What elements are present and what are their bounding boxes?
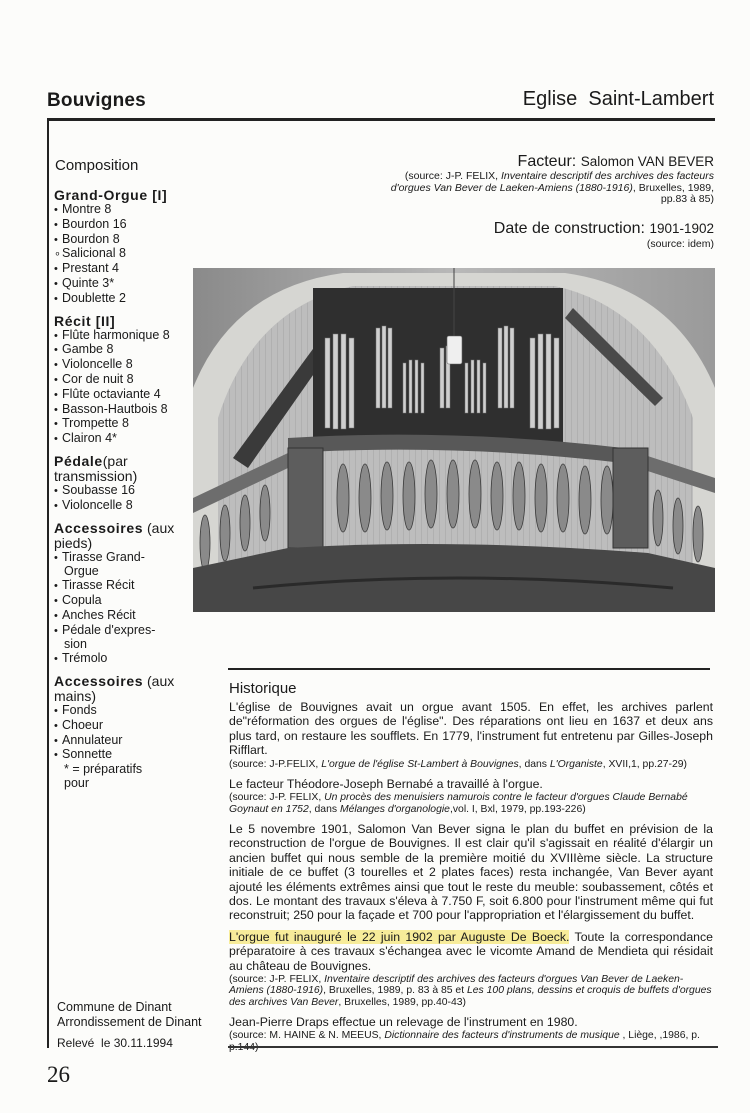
group-name: Grand-Orgue [I] bbox=[54, 187, 168, 203]
bullet-icon: • bbox=[54, 233, 58, 246]
paragraph-text: Jean-Pierre Draps effectue un relevage de l'instrument en 1980. bbox=[229, 1014, 578, 1029]
organ-stop bbox=[54, 484, 204, 499]
organ-stop bbox=[54, 652, 204, 667]
bullet-icon: • bbox=[54, 499, 58, 512]
organ-stop bbox=[54, 343, 204, 358]
bullet-icon: • bbox=[54, 734, 58, 747]
organ-stop bbox=[54, 579, 204, 594]
stop-name: Orgue bbox=[64, 564, 99, 579]
facteur-value: Salomon VAN BEVER bbox=[580, 154, 714, 169]
paragraph-text: Toute la correspondance préparatoire à ces travaux s'échangea avec le vicomte Amand de Mendieta qui résidait au château de Bouvignes. bbox=[229, 929, 713, 973]
organ-loft-photo bbox=[193, 268, 715, 612]
source-part: L'orgue de l'église St-Lambert à Bouvignes bbox=[321, 758, 519, 770]
stop-name: Pédale d'expres- bbox=[62, 622, 156, 637]
bullet-icon: • bbox=[54, 433, 58, 446]
bullet-icon: • bbox=[54, 204, 58, 216]
source-part: Un procès des menuisiers namurois contre le facteur d'orgues Claude Bernabé Goynaut en 1752 bbox=[229, 792, 688, 815]
organ-stop bbox=[54, 373, 204, 388]
bullet-icon: • bbox=[54, 719, 58, 732]
source-citation bbox=[229, 974, 713, 1008]
carved-pillar-right bbox=[613, 448, 648, 548]
source-part: ,vol. I, Bxl, 1979, pp.193-226) bbox=[449, 803, 586, 815]
stop-name: Trompette 8 bbox=[62, 416, 129, 431]
bullet-icon: • bbox=[54, 551, 58, 564]
locality-title: Bouvignes bbox=[47, 90, 146, 111]
bullet-icon: • bbox=[54, 388, 58, 401]
bullet-icon: • bbox=[54, 359, 58, 372]
historique-paragraph bbox=[229, 1015, 713, 1029]
hanging-lamp bbox=[447, 336, 462, 364]
historique-paragraph bbox=[229, 777, 713, 791]
bullet-icon: • bbox=[54, 263, 58, 276]
bullet-icon: • bbox=[54, 704, 58, 717]
bullet-icon: • bbox=[54, 277, 58, 290]
commune-text: Commune de Dinant bbox=[57, 1000, 172, 1014]
source-citation bbox=[229, 792, 713, 815]
facteur-line bbox=[518, 153, 714, 171]
organ-stop bbox=[54, 565, 204, 579]
organ-stop bbox=[54, 432, 204, 447]
stop-name: Doublette 2 bbox=[62, 290, 126, 305]
bullet-icon: • bbox=[54, 653, 58, 666]
stop-group bbox=[54, 188, 204, 307]
stop-group-title bbox=[54, 521, 204, 551]
page-number: 26 bbox=[47, 1062, 70, 1087]
source-part: , dans bbox=[518, 758, 550, 770]
construction-label: Date de construction: bbox=[493, 220, 645, 237]
organ-stop bbox=[54, 638, 204, 652]
organ-stop bbox=[54, 358, 204, 373]
stop-name: Fonds bbox=[62, 702, 97, 717]
bullet-icon: • bbox=[54, 218, 58, 231]
arrondissement-text: Arrondissement de Dinant bbox=[57, 1014, 202, 1029]
organ-stop bbox=[54, 403, 204, 418]
organ-stop bbox=[54, 748, 204, 763]
stop-name: Copula bbox=[62, 592, 102, 607]
source-part: , Bruxelles, 1989, pp.83 à 85) bbox=[632, 181, 714, 205]
bullet-icon: • bbox=[54, 373, 58, 386]
source-part: (source: J-P. FELIX, bbox=[229, 973, 325, 985]
group-name: Récit [II] bbox=[54, 312, 116, 329]
stop-group-title bbox=[54, 314, 204, 329]
organ-stop bbox=[54, 218, 204, 233]
historique-entry bbox=[229, 930, 713, 1008]
group-name: Pédale bbox=[54, 452, 103, 469]
organ-stop bbox=[54, 247, 204, 262]
source-part: , Bruxelles, 1989, pp.40-43) bbox=[338, 996, 467, 1008]
stop-name: Bourdon 8 bbox=[62, 231, 120, 246]
stop-name: Gambe 8 bbox=[62, 342, 114, 357]
historique-entry bbox=[229, 777, 713, 815]
stop-name: Violoncelle 8 bbox=[62, 357, 133, 372]
stop-name: Choeur bbox=[62, 717, 103, 732]
historique-bottom-rule bbox=[228, 1046, 718, 1048]
historique-entry bbox=[229, 822, 713, 923]
organ-stop bbox=[54, 594, 204, 609]
historique-entry bbox=[229, 700, 713, 770]
historique-paragraph bbox=[229, 822, 713, 923]
bullet-icon: • bbox=[54, 484, 58, 497]
stop-name: sion bbox=[64, 637, 87, 652]
bullet-icon: • bbox=[54, 609, 58, 622]
organ-stop bbox=[54, 388, 204, 403]
organ-stop bbox=[54, 329, 204, 344]
source-part: (source: J-P. FELIX, bbox=[404, 170, 501, 182]
construction-value: 1901-1902 bbox=[649, 221, 714, 236]
source-citation bbox=[229, 1030, 713, 1053]
historique-paragraph bbox=[229, 930, 713, 973]
source-part: Mélanges d'organologie bbox=[339, 803, 450, 815]
construction-line bbox=[494, 220, 714, 238]
source-part: (source: M. HAINE & N. MEEUS, bbox=[229, 1030, 385, 1042]
paragraph-text: Le 5 novembre 1901, Salomon Van Bever signa le plan du buffet en prévision de la reconstruction de l'orgue de Bouvignes. Il est clair qu'il s'agissait en réalité d'élargir un ancien buffet qui nous semble de la première moitié du XVIIIème siècle. La structure initiale de ce buffet (3 tourelles et 2 plates faces) resta inchangée, Van Bever ayant ajouté les éléments extrêmes ainsi que tout le reste du meuble: soubassement, côtés et dos. Le montant des travaux s'éleva à 7.750 F, soit 6.800 pour l'instrument même qui fut reconstruit; 250 pour la façade et 700 pour l'appropriation et l'élargissement du buffet. bbox=[229, 821, 713, 923]
stop-name: Bourdon 16 bbox=[62, 216, 127, 231]
organ-stop bbox=[54, 233, 204, 248]
organ-stop bbox=[54, 417, 204, 432]
bullet-icon: • bbox=[54, 749, 58, 762]
stop-name: Cor de nuit 8 bbox=[62, 371, 134, 386]
group-name: Accessoires bbox=[54, 672, 144, 689]
organ-stop bbox=[54, 551, 204, 566]
stop-name: Tirasse Grand- bbox=[62, 549, 145, 564]
source-part: Inventaire descriptif des archives des facteurs d'orgues Van Bever de Laeken-Amiens (1880-1916) bbox=[390, 170, 714, 194]
paragraph-text: Le facteur Théodore-Joseph Bernabé a travaillé à l'orgue. bbox=[229, 776, 543, 791]
source-part: L'Organiste bbox=[549, 758, 603, 770]
stop-name: Tirasse Récit bbox=[62, 578, 135, 593]
header-rule bbox=[47, 118, 715, 121]
stop-name: Flûte harmonique 8 bbox=[62, 327, 170, 342]
stop-group-title bbox=[54, 674, 204, 704]
source-part: Dictionnaire des facteurs d'instruments de musique bbox=[384, 1030, 620, 1042]
bullet-icon: • bbox=[54, 580, 58, 593]
source-part: , XVII,1, pp.27-29) bbox=[602, 758, 688, 770]
historique-body bbox=[229, 700, 713, 1060]
stop-name: Trémolo bbox=[62, 651, 108, 666]
bullet-icon: ∘ bbox=[54, 248, 61, 261]
organ-stop bbox=[54, 624, 204, 639]
stop-name: Sonnette bbox=[62, 747, 113, 762]
paragraph-text: L'église de Bouvignes avait un orgue avant 1505. En effet, les archives parlent de"réformation des orgues de l'église". Des réparations ont lieu en 1637 et deux ans plus tard, on restaure les soufflets. En 1779, l'instrument fut entretenu par Gilles-Joseph Rifflart. bbox=[229, 700, 713, 758]
source-part: , Bruxelles, 1989, p. 83 à 85 et bbox=[323, 985, 467, 997]
construction-source: (source: idem) bbox=[646, 238, 714, 250]
stop-group-title bbox=[54, 454, 204, 484]
location-info bbox=[57, 1000, 202, 1029]
stop-name: Quinte 3* bbox=[62, 275, 115, 290]
source-part: , dans bbox=[308, 803, 340, 815]
highlighted-text: L'orgue fut inauguré le 22 juin 1902 par Auguste De Boeck. bbox=[229, 929, 570, 944]
source-part: Inventaire descriptif des archives des facteurs d'orgues Van Bever de Laeken-Amiens (1880-1916) bbox=[229, 973, 684, 997]
organ-stop bbox=[54, 203, 204, 218]
organ-stop bbox=[54, 704, 204, 719]
facteur-source bbox=[374, 171, 714, 206]
survey-date: Relevé le 30.11.1994 bbox=[57, 1036, 173, 1050]
organ-stop bbox=[54, 292, 204, 307]
organ-stop bbox=[54, 609, 204, 624]
bullet-icon: • bbox=[54, 418, 58, 431]
organ-stop bbox=[54, 277, 204, 292]
organ-stop bbox=[54, 262, 204, 277]
source-part: Les 100 plans, dessins et croquis de buffets d'orgues des archives Van Bever bbox=[229, 985, 712, 1008]
stop-group bbox=[54, 314, 204, 447]
composition-list bbox=[54, 188, 204, 798]
bullet-icon: • bbox=[54, 329, 58, 342]
stop-name: Violoncelle 8 bbox=[62, 497, 133, 512]
stop-name: Soubasse 16 bbox=[62, 482, 135, 497]
group-name: Accessoires bbox=[54, 519, 144, 536]
footnote: pour bbox=[64, 775, 90, 790]
left-column-rule bbox=[47, 118, 49, 1048]
group-subtitle: (aux pieds) bbox=[54, 519, 175, 551]
source-part: (source: J-P.FELIX, bbox=[229, 758, 322, 770]
organ-stop bbox=[54, 734, 204, 749]
stop-name: Clairon 4* bbox=[62, 431, 117, 446]
bullet-icon: • bbox=[54, 624, 58, 637]
stop-name: Prestant 4 bbox=[62, 261, 119, 276]
stop-group-title bbox=[54, 188, 204, 203]
group-subtitle: (aux mains) bbox=[54, 672, 175, 704]
historique-paragraph bbox=[229, 700, 713, 758]
historique-rule bbox=[228, 668, 710, 670]
source-part: , Liège, ,1986, p. bbox=[622, 1030, 700, 1042]
bullet-icon: • bbox=[54, 344, 58, 357]
bullet-icon: • bbox=[54, 292, 58, 305]
stop-name: Montre 8 bbox=[62, 202, 112, 216]
historique-heading: Historique bbox=[229, 680, 297, 697]
facteur-label: Facteur: bbox=[517, 153, 577, 170]
source-part: (source: J-P. FELIX, bbox=[229, 792, 325, 804]
organ-stop bbox=[54, 499, 204, 514]
stop-group bbox=[54, 454, 204, 514]
carved-pillar-left bbox=[288, 448, 323, 548]
stop-name: Basson-Hautbois 8 bbox=[62, 401, 168, 416]
stop-group bbox=[54, 521, 204, 667]
stop-name: Anches Récit bbox=[62, 607, 136, 622]
stop-name: Annulateur bbox=[62, 732, 123, 747]
stop-name: Flûte octaviante 4 bbox=[62, 386, 161, 401]
church-title: Eglise Saint-Lambert bbox=[522, 88, 714, 110]
stop-name: Salicional 8 bbox=[62, 246, 126, 261]
group-subtitle: (par transmission) bbox=[54, 452, 138, 484]
bullet-icon: • bbox=[54, 403, 58, 416]
bullet-icon: • bbox=[54, 594, 58, 607]
organ-stop bbox=[54, 719, 204, 734]
footnote: * = préparatifs bbox=[64, 762, 143, 777]
composition-heading: Composition bbox=[55, 157, 139, 174]
source-citation bbox=[229, 759, 713, 770]
stop-group bbox=[54, 674, 204, 791]
